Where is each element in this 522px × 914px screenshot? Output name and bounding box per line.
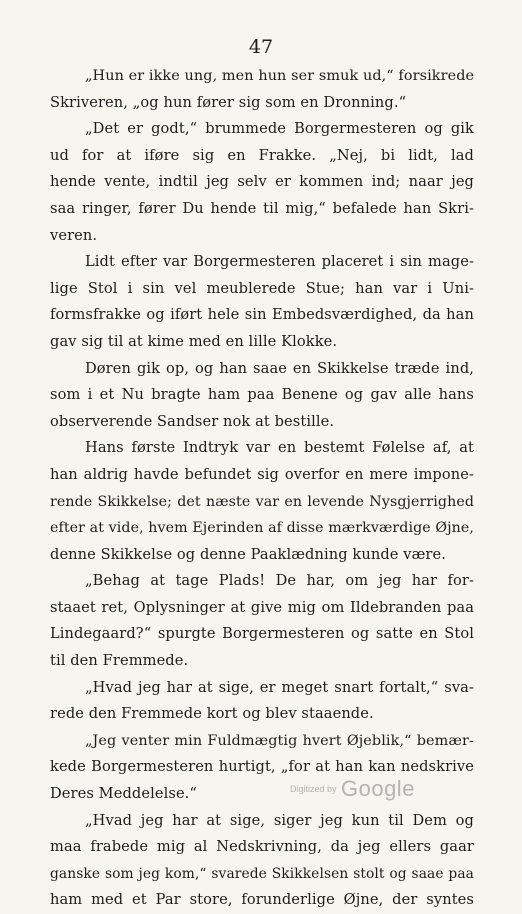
page-number: 47 <box>248 36 274 58</box>
text-line: maa frabede mig al Nedskrivning, da jeg ellers gaar <box>50 838 474 856</box>
text-line: rende Skikkelse; det næste var en levende Nysgjerrighed <box>50 493 474 510</box>
text-line: „Jeg venter min Fuldmægtig hvert Øjeblik,“ bemær- <box>85 732 474 749</box>
text-line: rede den Fremmede kort og blev staaende. <box>50 705 374 723</box>
text-line: staaet ret, Oplysninger at give mig om Ildebranden paa <box>50 598 474 616</box>
text-line: kede Borgermesteren hurtigt, „for at han kan nedskrive <box>50 758 474 776</box>
text-line: denne Skikkelse og denne Paaklædning kunde være. <box>50 545 446 563</box>
text-line: Deres Meddelelse.“ <box>50 785 197 803</box>
text-line: han aldrig havde befundet sig overfor en mere impone- <box>50 465 474 483</box>
text-line: til den Fremmede. <box>50 652 189 670</box>
text-line: lige Stol i sin vel meublerede Stue; han var i Uni- <box>50 279 474 297</box>
text-line: „Det er godt,“ brummede Borgermesteren og gik <box>85 120 474 138</box>
text-line: observerende Sandser nok at bestille. <box>50 412 335 430</box>
text-line: „Behag at tage Plads! De har, om jeg har for- <box>85 572 474 590</box>
text-line: veren. <box>50 226 98 244</box>
text-line: Døren gik op, og han saae en Skikkelse træde ind, <box>85 359 474 377</box>
watermark-prefix: Digitized by <box>290 784 337 794</box>
text-line: Hans første Indtryk var en bestemt Følelse af, at <box>85 439 474 457</box>
text-line: hende vente, indtil jeg selv er kommen ind; naar jeg <box>50 173 474 191</box>
watermark-brand: Google <box>340 776 415 801</box>
text-line: formsfrakke og iført hele sin Embedsværdighed, da han <box>50 306 474 324</box>
text-line: Skriveren, „og hun fører sig som en Dronning.“ <box>50 93 407 111</box>
text-line: saa ringer, fører Du hende til mig,“ befalede han Skri- <box>50 199 474 217</box>
text-line: efter at vide, hvem Ejerinden af disse mærkværdige Øjne, <box>50 520 474 537</box>
digitization-watermark <box>290 776 415 802</box>
text-line: „Hun er ikke ung, men hun ser smuk ud,“ forsikrede <box>85 68 474 84</box>
text-line: ud for at iføre sig en Frakke. „Nej, bi lidt, lad <box>50 146 474 164</box>
text-line: „Hvad jeg har at sige, er meget snart fortalt,“ sva- <box>85 678 474 696</box>
text-line: Lidt efter var Borgermesteren placeret i sin mage- <box>85 253 474 271</box>
text-line: ham med et Par store, forunderlige Øjne, der syntes <box>50 891 474 909</box>
text-line: ganske som jeg kom,“ svarede Skikkelsen stolt og saae paa <box>50 865 474 882</box>
text-line: Lindegaard?“ spurgte Borgermesteren og satte en Stol <box>50 625 474 643</box>
text-line: gav sig til at kime med en lille Klokke. <box>50 332 338 350</box>
text-line: „Hvad jeg har at sige, siger jeg kun til Dem og <box>85 811 474 829</box>
text-line: som i et Nu bragte ham paa Benene og gav alle hans <box>50 386 474 404</box>
